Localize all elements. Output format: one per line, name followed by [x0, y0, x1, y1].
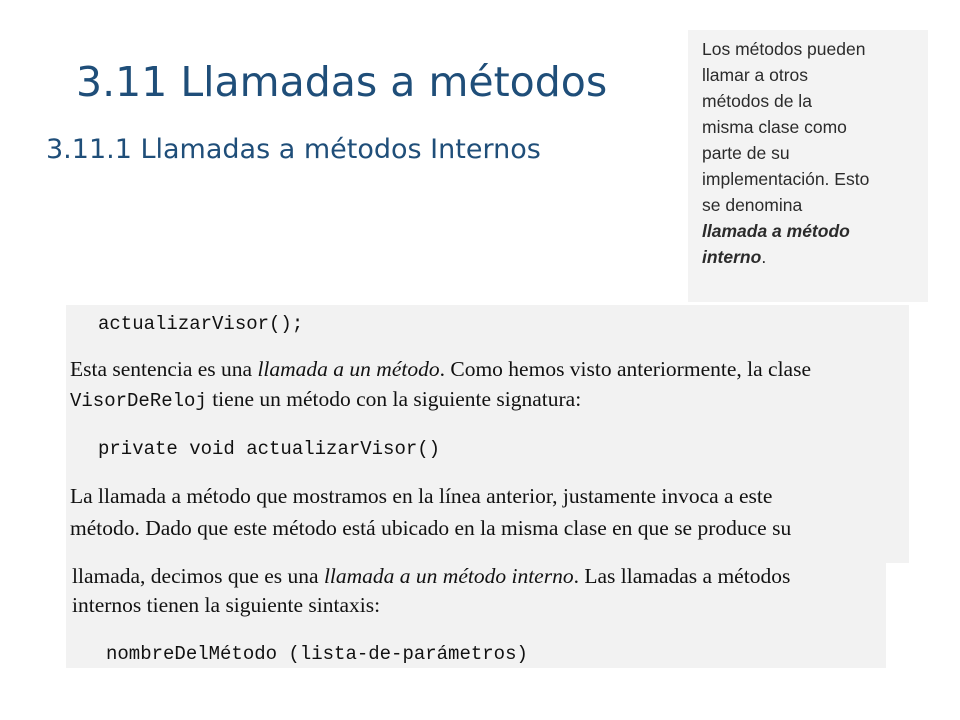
side-note-period: . — [761, 247, 767, 267]
emphasis-run: llamada a un método interno — [323, 564, 574, 588]
text-run: . Las llamadas a métodos — [573, 564, 791, 588]
side-note-line: implementación. Esto — [702, 169, 870, 189]
code-signature: private void actualizarVisor() — [98, 438, 441, 460]
side-note-term: llamada a método — [702, 221, 850, 241]
side-note-line: métodos de la — [702, 91, 812, 111]
paragraph-line: método. Dado que este método está ubicado en la misma clase en que se produce su — [70, 516, 792, 540]
slide-title: 3.11 Llamadas a métodos — [76, 58, 608, 106]
text-run: . Como hemos visto anteriormente, la clase — [439, 357, 811, 381]
side-note-term-end — [702, 244, 928, 270]
code-call: actualizarVisor(); — [98, 313, 304, 335]
paragraph-line: La llamada a método que mostramos en la línea anterior, justamente invoca a este — [70, 484, 773, 508]
text-run: tiene un método con la siguiente signatura: — [206, 387, 582, 411]
inline-code: VisorDeReloj — [70, 390, 207, 412]
paragraph-line — [72, 564, 790, 589]
side-note-line: Los métodos pueden — [702, 39, 866, 59]
side-note-term-word: interno — [702, 247, 762, 267]
paragraph-line: internos tienen la siguiente sintaxis: — [72, 593, 381, 617]
side-note-line: llamar a otros — [702, 65, 809, 85]
side-note-excerpt — [688, 30, 928, 302]
emphasis-run: llamada a un método — [257, 357, 440, 381]
side-note-line: misma clase como — [702, 117, 847, 137]
text-run: llamada, decimos que es una — [72, 564, 324, 588]
paragraph-line — [70, 387, 581, 412]
slide-subtitle: 3.11.1 Llamadas a métodos Internos — [46, 134, 541, 165]
paragraph-line — [70, 357, 811, 382]
side-note-line: parte de su — [702, 143, 790, 163]
text-run: Esta sentencia es una — [70, 357, 258, 381]
side-note-line: se denomina — [702, 195, 803, 215]
code-syntax: nombreDelMétodo (lista-de-parámetros) — [106, 643, 528, 665]
